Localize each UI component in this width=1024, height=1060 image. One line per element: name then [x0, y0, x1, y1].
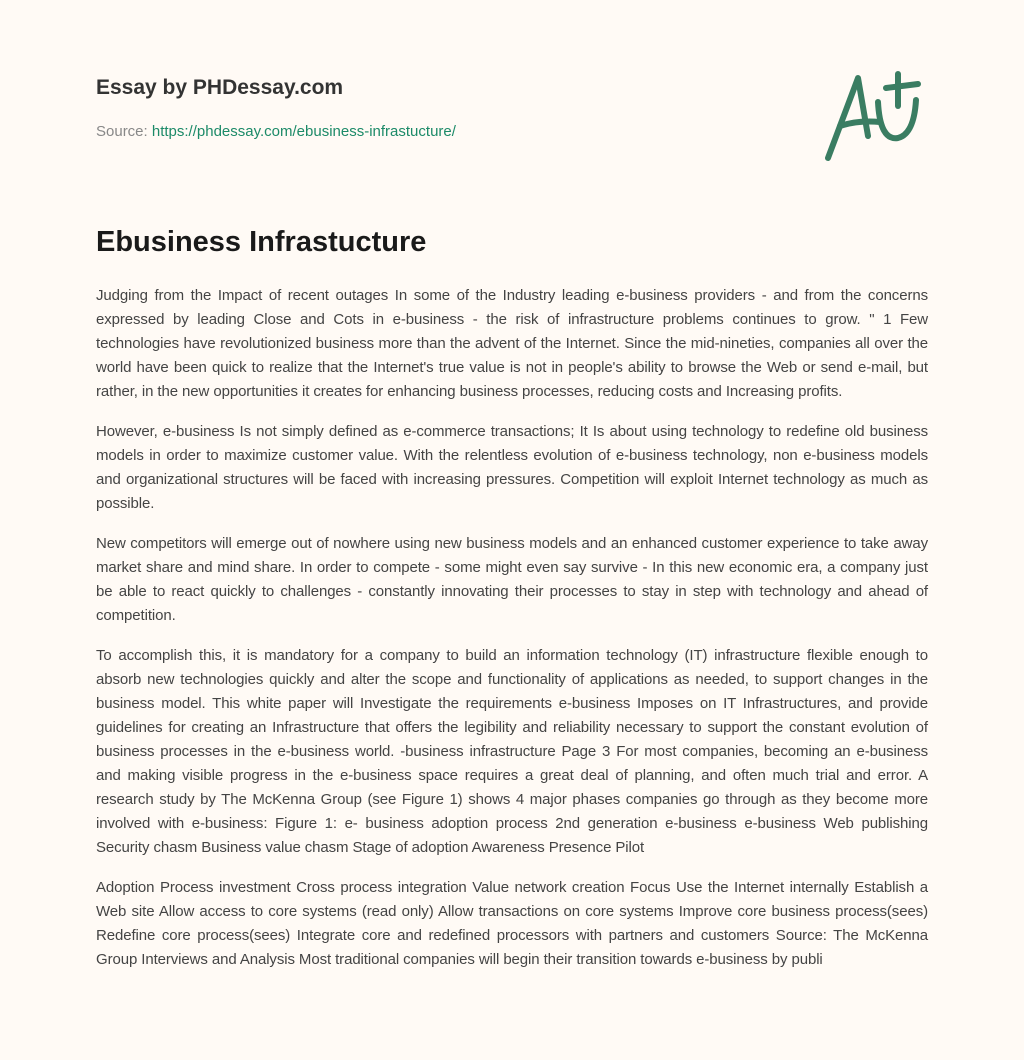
paragraph: New competitors will emerge out of nowhere using new business models and an enhanced customer experience to take away market share and mind share. In order to compete - some might even say survive - In this new economic era, a company just be able to react quickly to challenges - constantly innovating their processes to stay in step with technology and ahead of competition.	[96, 535, 928, 624]
source-line	[96, 123, 456, 140]
paragraph: To accomplish this, it is mandatory for a company to build an information technology (IT) infrastructure flexible enough to absorb new technologies quickly and alter the scope and functionality of applications as needed, to support changes in the business model. This white paper will Investigate the requirements e-business Imposes on IT Infrastructures, and provide guidelines for creating an Infrastructure that offers the legibility and reliability necessary to support the constant evolution of business processes in the e-business world. -business infrastructure Page 3 For most companies, becoming an e-business and making visible progress in the e-business space requires a great deal of planning, and often much trial and error. A research study by The McKenna Group (see Figure 1) shows 4 major phases companies go through as they become more involved with e-business: Figure 1: e- business adoption process 2nd generation e-business e-business Web publishing Security chasm Business value chasm Stage of adoption Awareness Presence Pilot	[96, 647, 928, 856]
essay-title: Ebusiness Infrastucture	[96, 226, 427, 258]
paragraph: Judging from the Impact of recent outages In some of the Industry leading e-business providers - and from the concerns expressed by leading Close and Cots in e-business - the risk of infrastructure problems continues to grow. " 1 Few technologies have revolutionized business more than the advent of the Internet. Since the mid-nineties, companies all over the world have been quick to realize that the Internet's true value is not in people's ability to browse the Web or send e-mail, but rather, in the new opportunities it creates for enhancing business processes, reducing costs and Increasing profits.	[96, 287, 928, 400]
essay-body	[96, 284, 928, 988]
paragraph: However, e-business Is not simply defined as e-commerce transactions; It Is about using technology to redefine old business models in order to maximize customer value. With the relentless evolution of e-business technology, non e-business models and organizational structures will be faced with increasing pressures. Competition will exploit Internet technology as much as possible.	[96, 423, 928, 512]
paragraph: Adoption Process investment Cross process integration Value network creation Focus Use the Internet internally Establish a Web site Allow access to core systems (read only) Allow transactions on core systems Improve core business process(sees) Redefine core process(sees) Integrate core and redefined processors with partners and customers Source: The McKenna Group Interviews and Analysis Most traditional companies will begin their transition towards e-business by publi	[96, 879, 928, 968]
site-brand: Essay by PHDessay.com	[96, 76, 344, 99]
a-plus-logo-icon	[818, 66, 928, 166]
source-link[interactable]: https://phdessay.com/ebusiness-infrastucture/	[151, 123, 456, 140]
source-label: Source:	[96, 123, 148, 140]
